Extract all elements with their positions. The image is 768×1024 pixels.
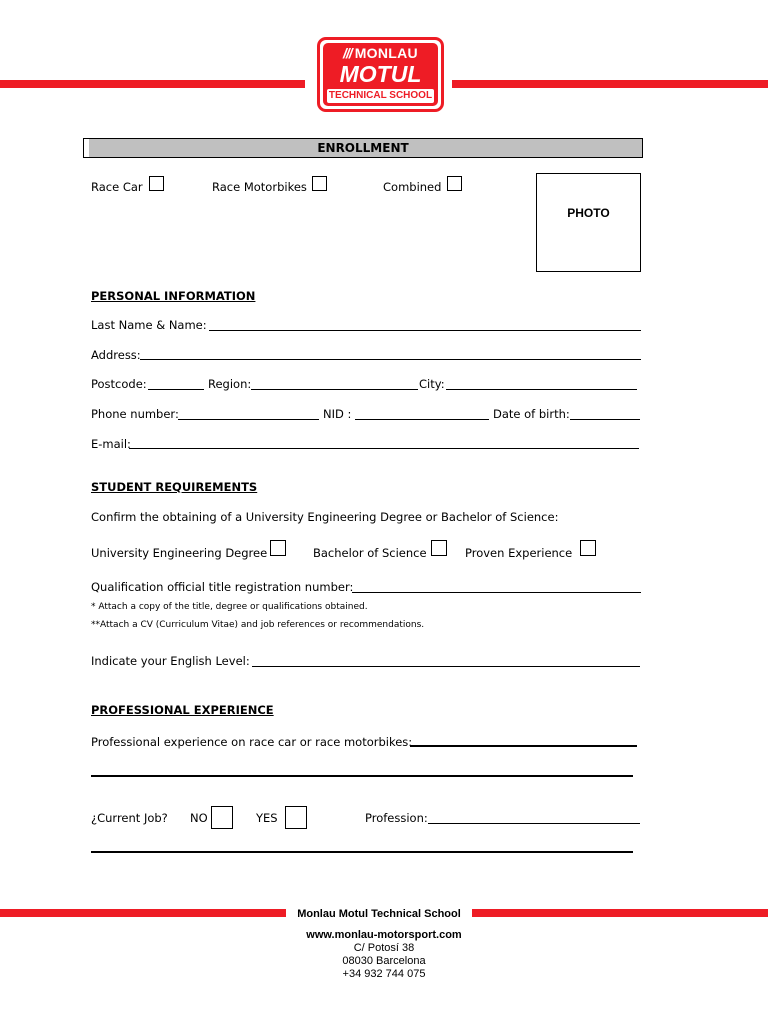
phone-field[interactable]: [178, 419, 319, 420]
last-name-label: Last Name & Name:: [91, 318, 207, 332]
no-label: NO: [190, 811, 208, 825]
proven-experience-checkbox[interactable]: [580, 540, 596, 556]
footer-street: C/ Potosí 38: [353, 942, 415, 954]
yes-label: YES: [256, 811, 278, 825]
postcode-label: Postcode:: [91, 377, 147, 391]
postcode-field[interactable]: [148, 389, 204, 390]
city-label: City:: [419, 377, 445, 391]
english-level-label: Indicate your English Level:: [91, 654, 250, 668]
experience-field-1[interactable]: [410, 745, 637, 747]
footer-phone: +34 932 744 075: [342, 968, 426, 980]
bachelor-checkbox[interactable]: [431, 540, 447, 556]
phone-label: Phone number:: [91, 407, 179, 421]
address-label: Address:: [91, 348, 141, 362]
confirm-degree-text: Confirm the obtaining of a University Engineering Degree or Bachelor of Science:: [91, 510, 559, 524]
footer-city: 08030 Barcelona: [342, 955, 426, 967]
option-race-motorbikes-label: Race Motorbikes: [212, 180, 307, 194]
email-label: E-mail:: [91, 437, 131, 451]
personal-info-heading: PERSONAL INFORMATION: [91, 289, 256, 303]
footer-school-name: Monlau Motul Technical School: [286, 905, 472, 923]
english-level-field[interactable]: [252, 666, 640, 667]
professional-experience-heading: PROFESSIONAL EXPERIENCE: [91, 703, 274, 717]
email-field[interactable]: [129, 448, 639, 449]
region-field[interactable]: [251, 389, 418, 390]
photo-label: PHOTO: [567, 206, 610, 220]
monlau-motul-logo: /// MONLAU MOTUL TECHNICAL SCHOOL: [317, 37, 444, 112]
option-combined-label: Combined: [383, 180, 442, 194]
header-bar-left: [0, 80, 305, 88]
current-job-no-checkbox[interactable]: [211, 806, 233, 829]
nid-label: NID :: [323, 407, 352, 421]
note-attach-cv: **Attach a CV (Curriculum Vitae) and job references or recommendations.: [91, 620, 425, 630]
university-degree-checkbox[interactable]: [270, 540, 286, 556]
dob-field[interactable]: [570, 419, 640, 420]
footer-website[interactable]: www.monlau-motorsport.com: [306, 929, 462, 941]
option-race-car-label: Race Car: [91, 180, 143, 194]
flame-icon: ///: [343, 45, 352, 61]
experience-question: Professional experience on race car or race motorbikes:: [91, 735, 413, 749]
current-job-label: ¿Current Job?: [91, 811, 168, 825]
student-requirements-heading: STUDENT REQUIREMENTS: [91, 480, 258, 494]
qualification-field[interactable]: [352, 592, 641, 593]
address-field[interactable]: [140, 359, 641, 360]
experience-field-2[interactable]: [91, 775, 633, 777]
photo-box[interactable]: [536, 173, 641, 272]
dob-label: Date of birth:: [493, 407, 570, 421]
university-degree-label: University Engineering Degree: [91, 546, 268, 560]
bachelor-label: Bachelor of Science: [313, 546, 427, 560]
race-car-checkbox[interactable]: [149, 176, 164, 191]
qualification-label: Qualification official title registration number:: [91, 580, 354, 594]
region-label: Region:: [208, 377, 252, 391]
combined-checkbox[interactable]: [447, 176, 462, 191]
last-name-field[interactable]: [209, 330, 641, 331]
city-field[interactable]: [446, 389, 637, 390]
profession-field[interactable]: [428, 823, 640, 824]
race-motorbikes-checkbox[interactable]: [312, 176, 327, 191]
enrollment-title-bar: [83, 138, 643, 158]
proven-experience-label: Proven Experience: [465, 546, 573, 560]
profession-label: Profession:: [365, 811, 428, 825]
nid-field[interactable]: [355, 419, 489, 420]
page-title: ENROLLMENT: [317, 141, 409, 155]
note-attach-title: * Attach a copy of the title, degree or qualifications obtained.: [91, 602, 368, 612]
profession-field-2[interactable]: [91, 851, 633, 853]
current-job-yes-checkbox[interactable]: [285, 806, 307, 829]
header-bar-right: [452, 80, 768, 88]
